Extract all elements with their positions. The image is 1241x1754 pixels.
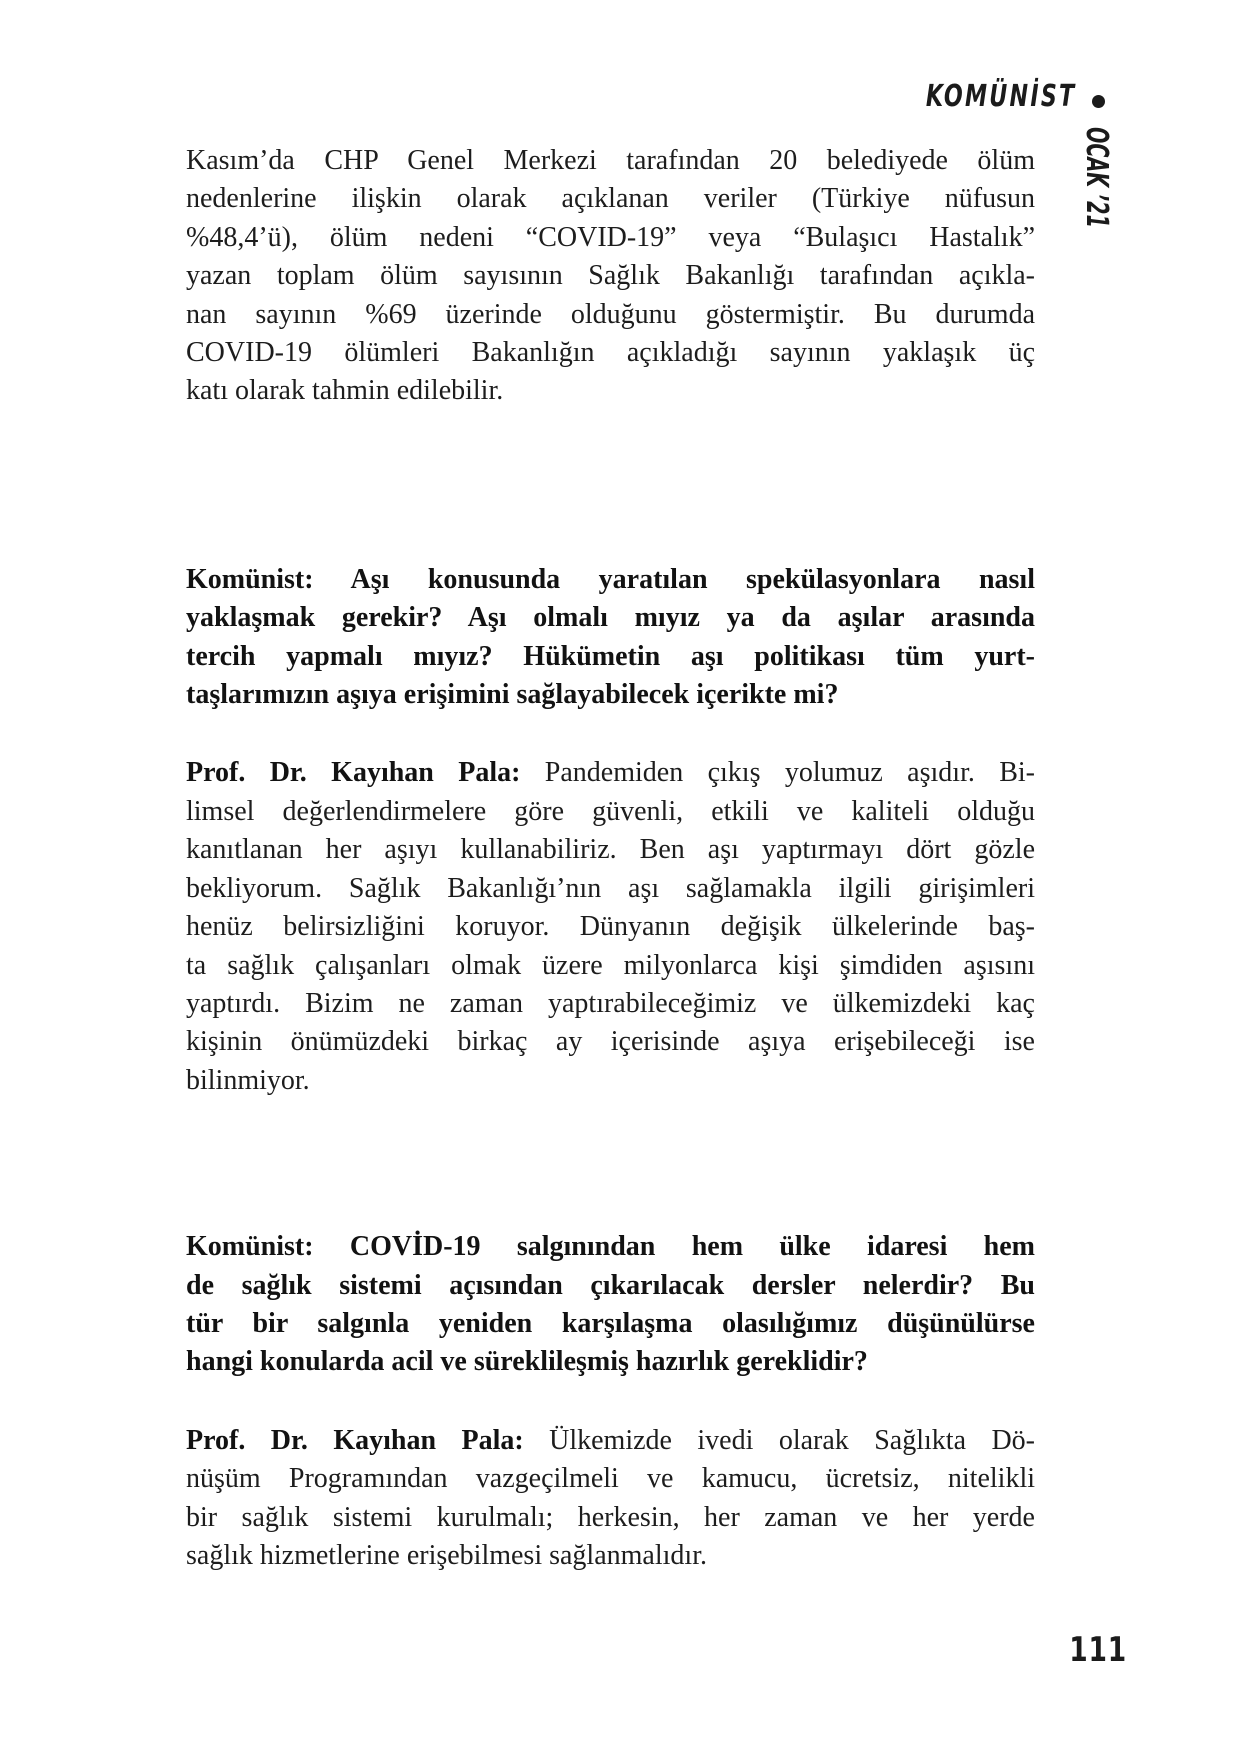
- body-paragraph: [186, 142, 1035, 411]
- text-line: henüz belirsizliğini koruyor. Dünyanın değişik ülkelerinde baş-: [186, 911, 1035, 943]
- speaker-name: Prof. Dr. Kayıhan Pala:: [186, 757, 521, 789]
- bullet-separator-icon: [1092, 95, 1105, 108]
- text-line: yazan toplam ölüm sayısının Sağlık Bakanlığı tarafından açıkla-: [186, 260, 1035, 292]
- text-line: Komünist: Aşı konusunda yaratılan spekülasyonlara nasıl: [186, 563, 1035, 595]
- text-line: de sağlık sistemi açısından çıkarılacak dersler nelerdir? Bu: [186, 1269, 1035, 1301]
- text-line: bilinmiyor.: [186, 1064, 310, 1096]
- text-line: COVID-19 ölümleri Bakanlığın açıkladığı sayının yaklaşık üç: [186, 337, 1035, 369]
- text-line: limsel değerlendirmelere göre güvenli, etkili ve kaliteli olduğu: [186, 795, 1035, 827]
- text-line: tür bir salgınla yeniden karşılaşma olasılığımız düşünülürse: [186, 1307, 1035, 1339]
- issue-label-vertical: OCAK ’21: [1079, 127, 1114, 228]
- text-line: kanıtlanan her aşıyı kullanabiliriz. Ben aşı yaptırmayı dört gözle: [186, 834, 1035, 866]
- text-line: Prof. Dr. Kayıhan Pala: Ülkemizde ivedi olarak Sağlıkta Dö-: [186, 1424, 1035, 1456]
- interview-question: [186, 561, 1035, 715]
- text-line: Komünist: COVİD-19 salgınından hem ülke idaresi hem: [186, 1231, 1035, 1263]
- text-line: nan sayının %69 üzerinde olduğunu göstermiştir. Bu durumda: [186, 298, 1035, 330]
- interview-answer: [186, 1422, 1035, 1576]
- text-line: taşlarımızın aşıya erişimini sağlayabilecek içerikte mi?: [186, 679, 839, 711]
- journal-title: KOMÜNİST: [925, 79, 1076, 114]
- interview-answer: [186, 754, 1035, 1100]
- text-line: sağlık hizmetlerine erişebilmesi sağlanmalıdır.: [186, 1539, 707, 1571]
- text-line: Prof. Dr. Kayıhan Pala: Pandemiden çıkış yolumuz aşıdır. Bi-: [186, 757, 1035, 789]
- text-line: %48,4’ü), ölüm nedeni “COVID-19” veya “Bulaşıcı Hastalık”: [186, 221, 1035, 253]
- interview-question: [186, 1228, 1035, 1382]
- running-head: [873, 79, 1105, 114]
- text-line: ta sağlık çalışanları olmak üzere milyonlarca kişi şimdiden aşısını: [186, 949, 1035, 981]
- page-number: 111: [1069, 1630, 1127, 1670]
- text-line: bekliyorum. Sağlık Bakanlığı’nın aşı sağlamakla ilgili girişimleri: [186, 872, 1035, 904]
- text-line: katı olarak tahmin edilebilir.: [186, 375, 504, 407]
- text-line: yaptırdı. Bizim ne zaman yaptırabileceğimiz ve ülkemizdeki kaç: [186, 987, 1035, 1019]
- text-line: hangi konularda acil ve süreklileşmiş hazırlık gereklidir?: [186, 1346, 868, 1378]
- text-line: nedenlerine ilişkin olarak açıklanan veriler (Türkiye nüfusun: [186, 183, 1035, 215]
- text-line: bir sağlık sistemi kurulmalı; herkesin, her zaman ve her yerde: [186, 1501, 1035, 1533]
- text-line: tercih yapmalı mıyız? Hükümetin aşı politikası tüm yurt-: [186, 640, 1035, 672]
- text-line: kişinin önümüzdeki birkaç ay içerisinde aşıya erişebileceği ise: [186, 1026, 1035, 1058]
- text-line: Kasım’da CHP Genel Merkezi tarafından 20 belediyede ölüm: [186, 145, 1035, 176]
- text-column: [186, 142, 1035, 1575]
- speaker-name: Prof. Dr. Kayıhan Pala:: [186, 1424, 524, 1456]
- text-line: yaklaşmak gerekir? Aşı olmalı mıyız ya da aşılar arasında: [186, 602, 1035, 634]
- text-line: nüşüm Programından vazgeçilmeli ve kamucu, ücretsiz, nitelikli: [186, 1463, 1035, 1495]
